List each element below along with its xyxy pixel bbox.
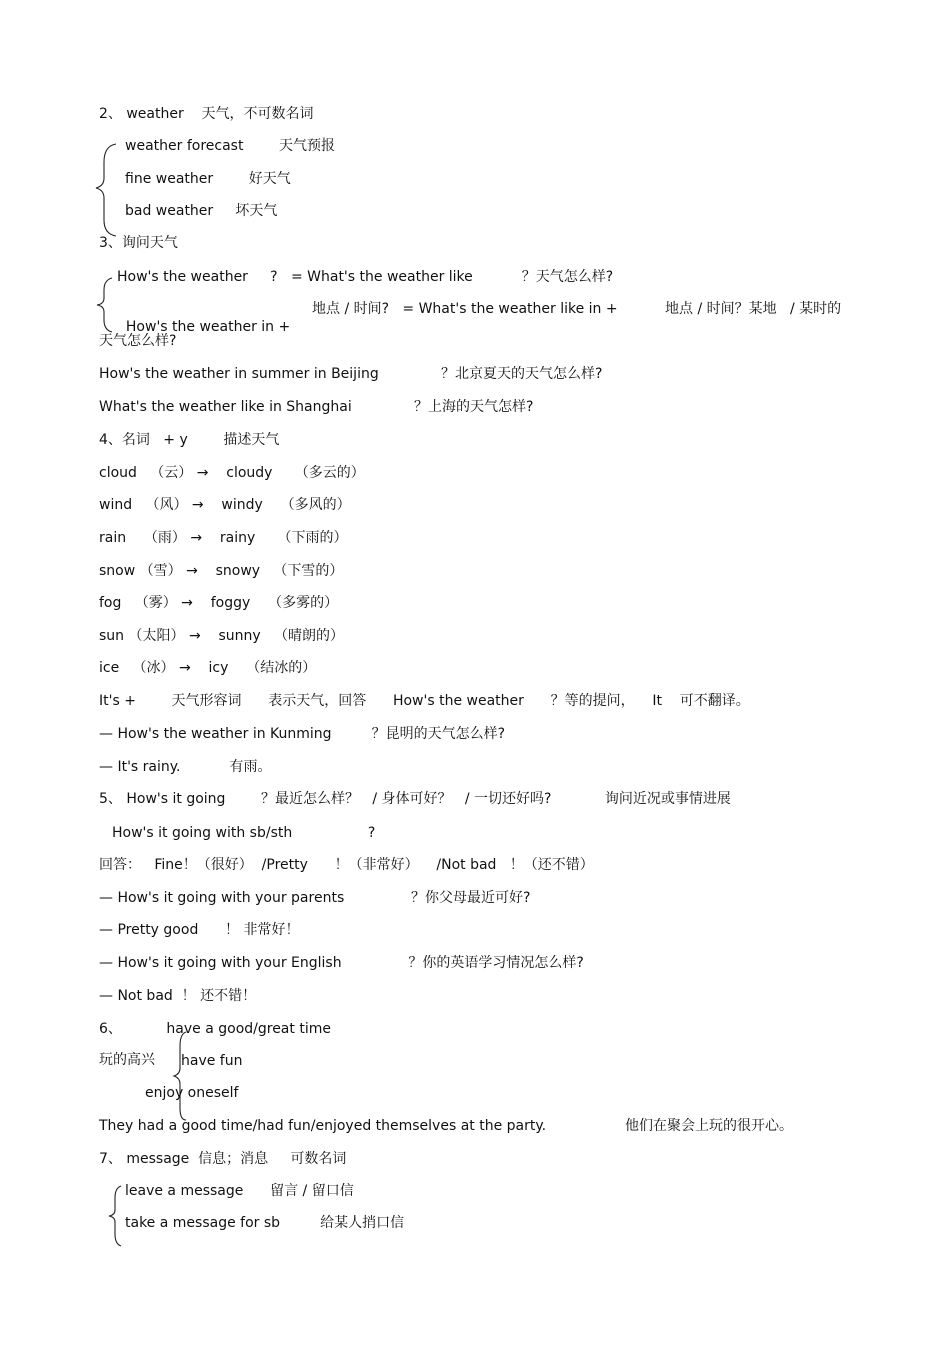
ask-weather-q2-part-a: How's the weather in + bbox=[125, 319, 291, 335]
section-5-heading: 5、 How's it going ？最近怎么样？ / 身体可好？ / 一切还好吗? 询问近况或事情进展 bbox=[99, 791, 731, 807]
dialog-line: — How's it going with your English ？你的英语学习情况怎么样? bbox=[99, 955, 584, 971]
enjoy-oneself-item: enjoy oneself bbox=[145, 1085, 239, 1101]
brace-weather bbox=[92, 140, 120, 240]
example-shanghai: What's the weather like in Shanghai ？上海的天气怎样? bbox=[99, 399, 534, 415]
section-5-sub: How's it going with sb/sth ? bbox=[112, 825, 376, 841]
ask-weather-q2-part-b: 地点 / 时间? = What's the weather like in + bbox=[312, 301, 618, 317]
brace-have-fun bbox=[172, 1030, 190, 1122]
word-item: cloud （云） → cloudy （多云的） bbox=[99, 465, 365, 481]
party-example: They had a good time/had fun/enjoyed themselves at the party. bbox=[99, 1118, 547, 1134]
take-message-item: take a message for sb 给某人捎口信 bbox=[125, 1215, 405, 1231]
word-item: fog （雾） → foggy （多雾的） bbox=[99, 595, 339, 611]
dialog-line: — Not bad ！ 还不错！ bbox=[99, 988, 257, 1004]
example-beijing: How's the weather in summer in Beijing ？北京夏天的天气怎么样? bbox=[99, 366, 603, 382]
word-item: snow （雪） → snowy （下雪的） bbox=[99, 563, 344, 579]
ask-weather-q2-part-c: 地点 / 时间？某地 / 某时的 bbox=[665, 301, 842, 317]
usage-note: It's + 天气形容词 表示天气，回答 How's the weather ？等的提问， It 可不翻译。 bbox=[99, 693, 750, 709]
fine-weather-item: fine weather 好天气 bbox=[125, 171, 291, 187]
word-item: sun （太阳） → sunny （晴朗的） bbox=[99, 628, 345, 644]
word-item: rain （雨） → rainy （下雨的） bbox=[99, 530, 348, 546]
section-6-heading: 6、 have a good/great time bbox=[99, 1021, 331, 1037]
word-item: wind （风） → windy （多风的） bbox=[99, 497, 351, 513]
ask-weather-q2-cont: 天气怎么样? bbox=[99, 333, 177, 349]
dialog-line: — How's it going with your parents ？你父母最近可好? bbox=[99, 890, 531, 906]
have-fun-item: have fun bbox=[181, 1053, 243, 1069]
section-3-heading: 3、询问天气 bbox=[99, 235, 178, 251]
bad-weather-item: bad weather 坏天气 bbox=[125, 203, 278, 219]
ask-weather-q1: How's the weather ? = What's the weather like ？天气怎么样? bbox=[117, 269, 614, 285]
section-5-answers: 回答： Fine！（很好） /Pretty ！（非常好） /Not bad ！（还不错） bbox=[99, 857, 594, 873]
section-2-heading: 2、 weather 天气，不可数名词 bbox=[99, 106, 314, 122]
section-7-heading: 7、 message 信息；消息 可数名词 bbox=[99, 1151, 347, 1167]
leave-message-item: leave a message 留言 / 留口信 bbox=[125, 1183, 354, 1199]
have-fun-label: 玩的高兴 bbox=[99, 1052, 155, 1068]
word-item: ice （冰） → icy （结冰的） bbox=[99, 660, 317, 676]
dialog-line: — Pretty good ！ 非常好！ bbox=[99, 922, 300, 938]
brace-message bbox=[107, 1184, 125, 1248]
section-4-heading: 4、名词 + y 描述天气 bbox=[99, 432, 280, 448]
weather-forecast-item: weather forecast 天气预报 bbox=[125, 138, 336, 154]
dialog-question: — How's the weather in Kunming ？昆明的天气怎么样? bbox=[99, 726, 506, 742]
brace-ask-weather bbox=[94, 276, 116, 334]
party-example-translation: 他们在聚会上玩的很开心。 bbox=[625, 1118, 793, 1134]
dialog-answer: — It's rainy. 有雨。 bbox=[99, 759, 272, 775]
